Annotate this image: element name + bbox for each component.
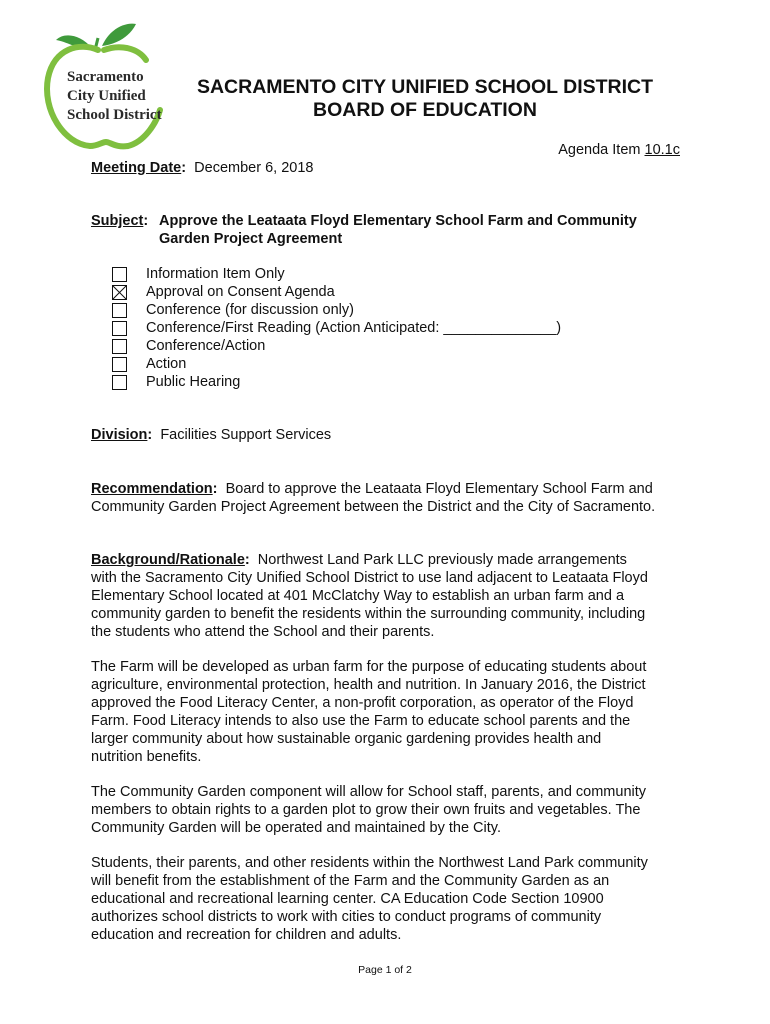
recommendation-label: Recommendation: [91, 481, 213, 497]
checkbox-row: [112, 373, 240, 391]
text-line: The Community Garden component will allow for School staff, parents, and community: [91, 784, 647, 800]
checkbox-row: [112, 283, 335, 301]
x-mark-icon: [113, 286, 126, 299]
background-paragraph-2: [91, 658, 691, 766]
text-line: authorizes school districts to work with cities to conduct programs of community: [91, 909, 602, 925]
text-line: Northwest Land Park LLC previously made arrangements: [257, 552, 627, 568]
logo-line: City Unified: [67, 88, 146, 104]
checkbox-row: [112, 265, 285, 283]
document-title: [150, 76, 700, 122]
checkbox-conference-first-reading[interactable]: [112, 321, 127, 336]
division-label: Division: [91, 427, 148, 443]
agenda-item: [558, 141, 680, 159]
text-line: Elementary School located at 401 McClatchy Way to establish an urban farm and a: [91, 588, 625, 604]
meeting-date: Meeting Date: December 6, 2018: [91, 160, 314, 176]
text-line: community garden to benefit the residents within the surrounding community, including: [91, 606, 646, 622]
checkbox-conference-action[interactable]: [112, 339, 127, 354]
division: Division: Facilities Support Services: [91, 427, 332, 443]
checkbox-action[interactable]: [112, 357, 127, 372]
checkbox-public-hearing[interactable]: [112, 375, 127, 390]
checkbox-row: [112, 301, 354, 319]
checkbox-consent-agenda[interactable]: [112, 285, 127, 300]
text-line: with the Sacramento City Unified School District to use land adjacent to Leataata Floyd: [91, 570, 648, 586]
text-line: nutrition benefits.: [91, 749, 202, 765]
logo-wordmark: [67, 68, 162, 125]
recommendation: Recommendation: Board to approve the Leataata Floyd Elementary School Farm and Community Garden Project Agreement between the District and the City of Sacramento.: [91, 480, 691, 516]
text-line: The Farm will be developed as urban farm for the purpose of educating students about: [91, 659, 647, 675]
text-line: education and recreation for children and adults.: [91, 927, 402, 943]
text-line: Students, their parents, and other residents within the Northwest Land Park community: [91, 855, 648, 871]
checkbox-information-item[interactable]: [112, 267, 127, 282]
title-line-1: SACRAMENTO CITY UNIFIED SCHOOL DISTRICT: [196, 76, 654, 98]
checkbox-label: Public Hearing: [146, 374, 241, 390]
text-line: Farm. Food Literacy intends to also use the Farm to educate school parents and the: [91, 713, 631, 729]
checkbox-label: Action: [146, 356, 187, 372]
text-line: the students who attend the School and their parents.: [91, 624, 435, 640]
agenda-item-label: Agenda Item: [558, 142, 641, 158]
agenda-item-number: 10.1c: [644, 142, 680, 158]
text-line: educational and recreational learning center. CA Education Code Section 10900: [91, 891, 604, 907]
checkbox-label: Information Item Only: [146, 266, 285, 282]
recommendation-line-2: Community Garden Project Agreement between the District and the City of Sacramento.: [91, 499, 656, 515]
subject: Subject: Approve the Leataata Floyd Elementary School Farm and Community Garden Project Agreement: [91, 213, 637, 247]
page-number: Page 1 of 2: [358, 964, 412, 976]
meeting-date-value: December 6, 2018: [194, 160, 314, 176]
logo-line: Sacramento: [67, 69, 144, 85]
background-paragraph-3: [91, 783, 691, 837]
recommendation-line-1: Board to approve the Leataata Floyd Elementary School Farm and: [225, 481, 653, 497]
background-paragraph-4: [91, 854, 691, 944]
division-value: Facilities Support Services: [160, 427, 332, 443]
text-line: larger community about how sustainable organic gardening provides health and: [91, 731, 602, 747]
checkbox-row: [112, 319, 561, 337]
checkbox-row: [112, 355, 186, 373]
text-line: members to obtain rights to a garden plot to grow their own fruits and vegetables. The: [91, 802, 641, 818]
title-line-2: BOARD OF EDUCATION: [313, 99, 537, 121]
logo-line: School District: [67, 107, 162, 123]
meeting-date-label: Meeting Date: [91, 160, 182, 176]
text-line: agriculture, environmental protection, health and nutrition. In January 2016, the District: [91, 677, 646, 693]
text-line: approved the Food Literacy Center, a non-profit corporation, as operator of the Floyd: [91, 695, 634, 711]
background-label: Background/Rationale: [91, 552, 245, 568]
checkbox-row: [112, 337, 265, 355]
checkbox-label: Conference (for discussion only): [146, 302, 354, 318]
checkbox-label: Conference/Action: [146, 338, 266, 354]
checkbox-label: Conference/First Reading (Action Anticipated: ______________): [146, 320, 562, 336]
checkbox-label: Approval on Consent Agenda: [146, 284, 335, 300]
subject-line-2: Garden Project Agreement: [159, 231, 343, 247]
text-line: Community Garden will be operated and maintained by the City.: [91, 820, 501, 836]
subject-line-1: Approve the Leataata Floyd Elementary School Farm and Community: [159, 213, 637, 229]
subject-label: Subject: [91, 213, 144, 229]
background-paragraph-1: Background/Rationale: Northwest Land Park LLC previously made arrangements with the Sacramento City Unified School District to use land adjacent to Leataata Floyd Elementary School located at 401 McClatchy Way to establish an urban farm and a community garden to benefit the residents within the surrounding community, including the students who attend the School and their parents.: [91, 551, 691, 641]
district-logo: [40, 20, 165, 150]
checkbox-conference[interactable]: [112, 303, 127, 318]
text-line: will benefit from the establishment of the Farm and the Community Garden as an: [91, 873, 610, 889]
